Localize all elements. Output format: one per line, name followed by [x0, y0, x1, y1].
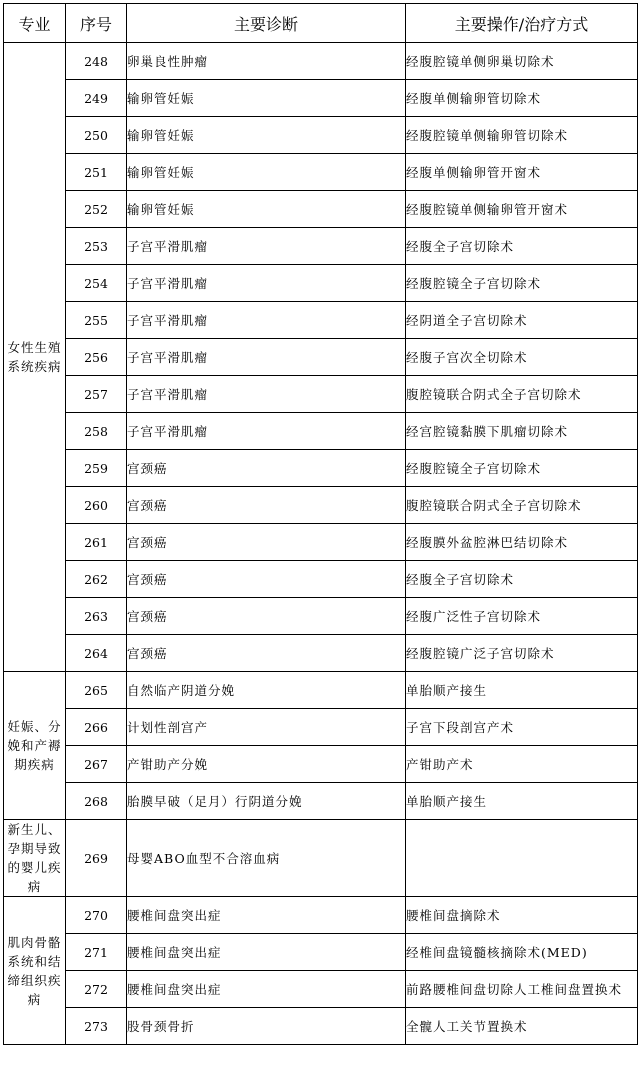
row-number: 250 [66, 117, 127, 154]
operation-cell: 经腹腔镜单侧输卵管切除术 [406, 117, 638, 154]
operation-cell: 经腹腔镜全子宫切除术 [406, 265, 638, 302]
row-number: 269 [66, 820, 127, 897]
operation-cell: 前路腰椎间盘切除人工椎间盘置换术 [406, 971, 638, 1008]
table-row [4, 524, 638, 561]
row-number: 259 [66, 450, 127, 487]
operation-cell: 经腹全子宫切除术 [406, 228, 638, 265]
header-number: 序号 [66, 4, 127, 43]
operation-cell: 经腹单侧输卵管切除术 [406, 80, 638, 117]
table-row [4, 413, 638, 450]
diagnosis-cell: 母婴ABO血型不合溶血病 [127, 820, 406, 897]
row-number: 249 [66, 80, 127, 117]
diagnosis-cell: 腰椎间盘突出症 [127, 897, 406, 934]
diagnosis-cell: 自然临产阴道分娩 [127, 672, 406, 709]
row-number: 253 [66, 228, 127, 265]
table-row [4, 897, 638, 934]
diagnosis-cell: 子宫平滑肌瘤 [127, 265, 406, 302]
header-operation: 主要操作/治疗方式 [406, 4, 638, 43]
row-number: 258 [66, 413, 127, 450]
diagnosis-cell: 卵巢良性肿瘤 [127, 43, 406, 80]
row-number: 272 [66, 971, 127, 1008]
row-number: 252 [66, 191, 127, 228]
specialty-cell: 女性生殖系统疾病 [4, 43, 66, 672]
diagnosis-cell: 股骨颈骨折 [127, 1008, 406, 1045]
row-number: 257 [66, 376, 127, 413]
operation-cell: 产钳助产术 [406, 746, 638, 783]
diagnosis-cell: 输卵管妊娠 [127, 191, 406, 228]
row-number: 264 [66, 635, 127, 672]
diagnosis-cell: 腰椎间盘突出症 [127, 934, 406, 971]
row-number: 251 [66, 154, 127, 191]
row-number: 260 [66, 487, 127, 524]
operation-cell: 经腹全子宫切除术 [406, 561, 638, 598]
table-row [4, 228, 638, 265]
table-row [4, 191, 638, 228]
diagnosis-cell: 宫颈癌 [127, 635, 406, 672]
table-row [4, 487, 638, 524]
operation-cell: 腹腔镜联合阴式全子宫切除术 [406, 376, 638, 413]
table-row [4, 635, 638, 672]
row-number: 261 [66, 524, 127, 561]
table-row [4, 117, 638, 154]
table-row [4, 265, 638, 302]
row-number: 265 [66, 672, 127, 709]
specialty-cell: 肌肉骨骼系统和结缔组织疾病 [4, 897, 66, 1045]
diagnosis-cell: 宫颈癌 [127, 524, 406, 561]
header-specialty: 专业 [4, 4, 66, 43]
diagnosis-cell: 宫颈癌 [127, 450, 406, 487]
operation-cell: 经腹腔镜单侧输卵管开窗术 [406, 191, 638, 228]
table-row [4, 1008, 638, 1045]
diagnosis-cell: 子宫平滑肌瘤 [127, 339, 406, 376]
row-number: 256 [66, 339, 127, 376]
specialty-cell: 妊娠、分娩和产褥期疾病 [4, 672, 66, 820]
diagnosis-cell: 输卵管妊娠 [127, 80, 406, 117]
row-number: 268 [66, 783, 127, 820]
operation-cell: 经腹单侧输卵管开窗术 [406, 154, 638, 191]
header-diagnosis: 主要诊断 [127, 4, 406, 43]
table-row [4, 971, 638, 1008]
row-number: 273 [66, 1008, 127, 1045]
operation-cell [406, 820, 638, 897]
diagnosis-cell: 宫颈癌 [127, 598, 406, 635]
table-row [4, 43, 638, 80]
operation-cell: 单胎顺产接生 [406, 783, 638, 820]
row-number: 248 [66, 43, 127, 80]
operation-cell: 经腹腔镜全子宫切除术 [406, 450, 638, 487]
diagnosis-cell: 子宫平滑肌瘤 [127, 413, 406, 450]
table-row [4, 783, 638, 820]
diagnosis-cell: 子宫平滑肌瘤 [127, 376, 406, 413]
table-row [4, 339, 638, 376]
operation-cell: 单胎顺产接生 [406, 672, 638, 709]
table-row [4, 302, 638, 339]
operation-cell: 子宫下段剖宫产术 [406, 709, 638, 746]
operation-cell: 腹腔镜联合阴式全子宫切除术 [406, 487, 638, 524]
operation-cell: 经腹子宫次全切除术 [406, 339, 638, 376]
table-row [4, 820, 638, 897]
table-row [4, 561, 638, 598]
table-row [4, 154, 638, 191]
diagnosis-cell: 产钳助产分娩 [127, 746, 406, 783]
diagnosis-cell: 宫颈癌 [127, 487, 406, 524]
diagnosis-cell: 胎膜早破（足月）行阴道分娩 [127, 783, 406, 820]
operation-cell: 经阴道全子宫切除术 [406, 302, 638, 339]
diagnosis-cell: 腰椎间盘突出症 [127, 971, 406, 1008]
table-row [4, 376, 638, 413]
diagnosis-cell: 计划性剖宫产 [127, 709, 406, 746]
operation-cell: 经宫腔镜黏膜下肌瘤切除术 [406, 413, 638, 450]
table-row [4, 450, 638, 487]
row-number: 270 [66, 897, 127, 934]
procedure-table [3, 3, 638, 1045]
row-number: 254 [66, 265, 127, 302]
header-row [4, 4, 638, 43]
operation-cell: 经腹腔镜单侧卵巢切除术 [406, 43, 638, 80]
row-number: 271 [66, 934, 127, 971]
operation-cell: 经腹广泛性子宫切除术 [406, 598, 638, 635]
table-row [4, 709, 638, 746]
specialty-cell: 新生儿、孕期导致的婴儿疾病 [4, 820, 66, 897]
diagnosis-cell: 输卵管妊娠 [127, 154, 406, 191]
operation-cell: 全髋人工关节置换术 [406, 1008, 638, 1045]
table-row [4, 746, 638, 783]
diagnosis-cell: 子宫平滑肌瘤 [127, 302, 406, 339]
row-number: 267 [66, 746, 127, 783]
operation-cell: 经椎间盘镜髓核摘除术(MED) [406, 934, 638, 971]
table-row [4, 598, 638, 635]
table-row [4, 80, 638, 117]
row-number: 266 [66, 709, 127, 746]
diagnosis-cell: 宫颈癌 [127, 561, 406, 598]
row-number: 262 [66, 561, 127, 598]
operation-cell: 经腹腔镜广泛子宫切除术 [406, 635, 638, 672]
table-row [4, 934, 638, 971]
table-row [4, 672, 638, 709]
operation-cell: 经腹膜外盆腔淋巴结切除术 [406, 524, 638, 561]
operation-cell: 腰椎间盘摘除术 [406, 897, 638, 934]
diagnosis-cell: 输卵管妊娠 [127, 117, 406, 154]
row-number: 255 [66, 302, 127, 339]
diagnosis-cell: 子宫平滑肌瘤 [127, 228, 406, 265]
row-number: 263 [66, 598, 127, 635]
